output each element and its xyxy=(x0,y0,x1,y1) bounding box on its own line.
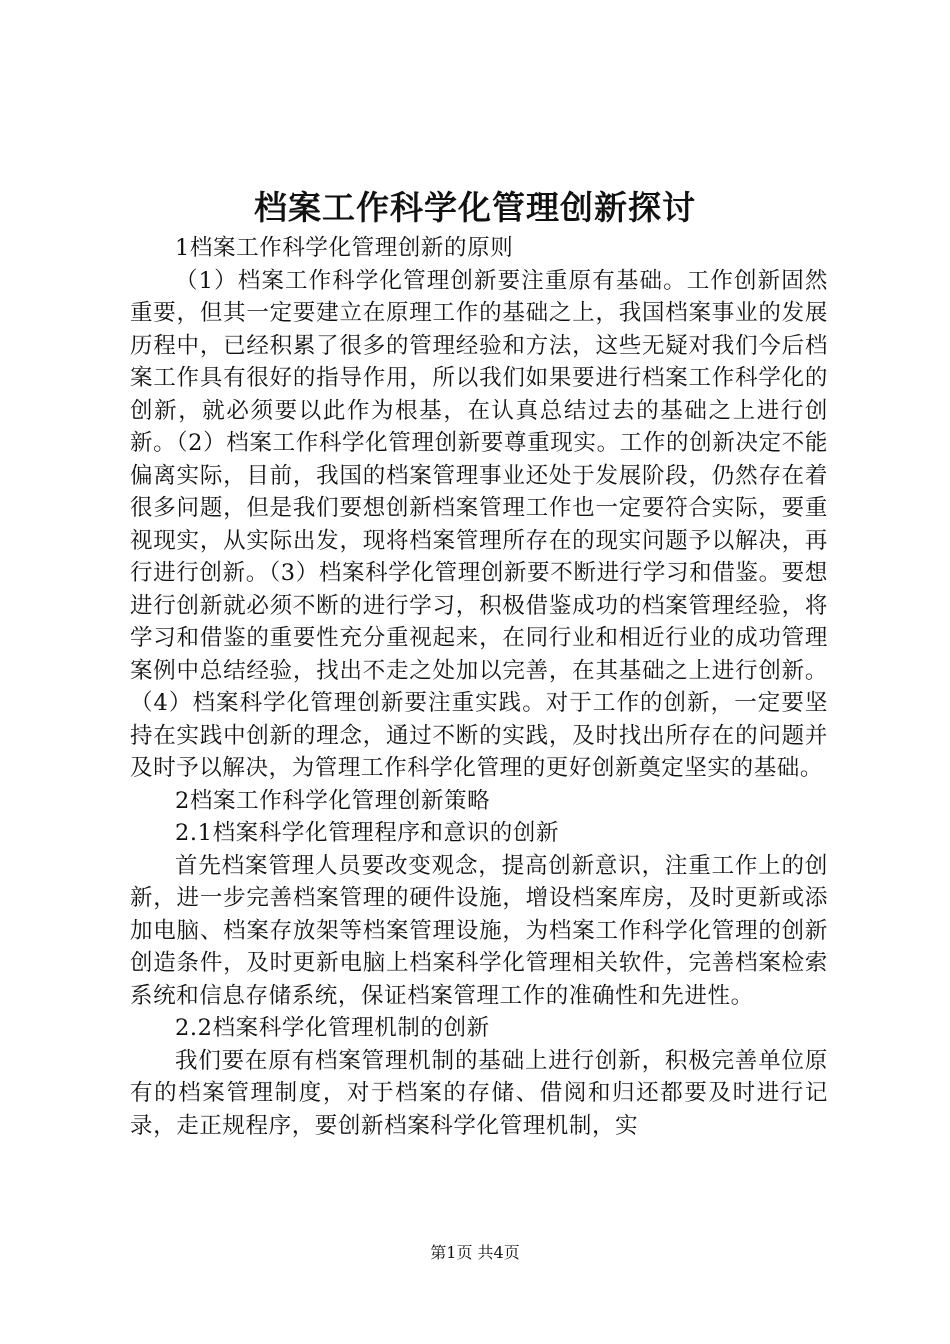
subsection-heading: 2.2档案科学化管理机制的创新 xyxy=(175,1015,490,1041)
body-paragraph: 首先档案管理人员要改变观念，提高创新意识，注重工作上的创新，进一步完善档案管理的硬件设施，增设档案库房，及时更新或添加电脑、档案存放架等档案管理设施，为档案工作科学化管理的创新创造条件，及时更新电脑上档案科学化管理相关软件，完善档案检索系统和信息存储系统，保证档案管理工作的准确性和先进性。 xyxy=(130,852,828,1009)
body-paragraph: 我们要在原有档案管理机制的基础上进行创新，积极完善单位原有的档案管理制度，对于档案的存储、借阅和归还都要及时进行记录，走正规程序，要创新档案科学化管理机制，实 xyxy=(130,1047,828,1139)
section-heading: 1档案工作科学化管理创新的原则 xyxy=(175,235,514,261)
page-number-footer: 第1页 共4页 xyxy=(430,1243,520,1262)
body-paragraph: （1）档案工作科学化管理创新要注重原有基础。工作创新固然重要，但其一定要建立在原理工作的基础之上，我国档案事业的发展历程中，已经积累了很多的管理经验和方法，这些无疑对我们今后档案工作具有很好的指导作用，所以我们如果要进行档案工作科学化的创新，就必须要以此作为根基，在认真总结过去的基础之上进行创新。（2）档案工作科学化管理创新要尊重现实。工作的创新决定不能偏离实际，目前，我国的档案管理事业还处于发展阶段，仍然存在着很多问题，但是我们要想创新档案管理工作也一定要符合实际，要重视现实，从实际出发，现将档案管理所存在的现实问题予以解决，再行进行创新。（3）档案科学化管理创新要不断进行学习和借鉴。要想进行创新就必须不断的进行学习，积极借鉴成功的档案管理经验，将学习和借鉴的重要性充分重视起来，在同行业和相近行业的成功管理案例中总结经验，找出不走之处加以完善，在其基础之上进行创新。（4）档案科学化管理创新要注重实践。对于工作的创新，一定要坚持在实践中创新的理念，通过不断的实践，及时找出所存在的问题并及时予以解决，为管理工作科学化管理的更好创新奠定坚实的基础。 xyxy=(130,267,828,781)
document-body xyxy=(130,232,828,1142)
section-heading: 2档案工作科学化管理创新策略 xyxy=(175,787,491,814)
document-title: 档案工作科学化管理创新探讨 xyxy=(254,188,696,227)
subsection-heading: 2.1档案科学化管理程序和意识的创新 xyxy=(175,820,560,846)
